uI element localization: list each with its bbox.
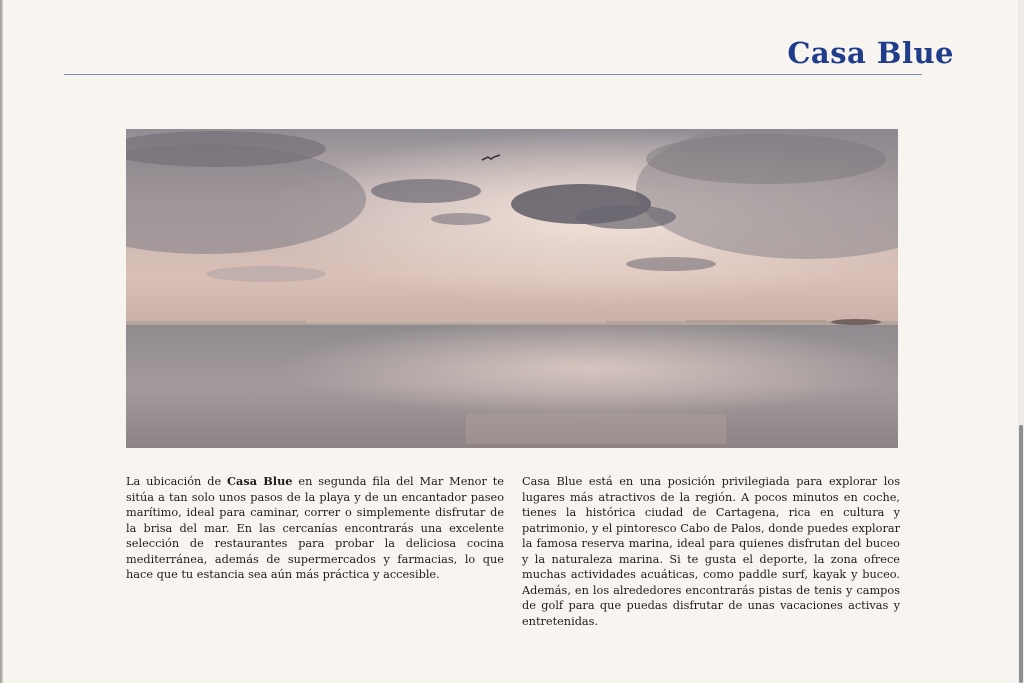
scrollbar-thumb[interactable] bbox=[1019, 425, 1023, 683]
header-divider bbox=[64, 74, 922, 75]
right-text-body: Casa Blue está en una posición privilegiada para explorar los lugares más atractivos de la región. A pocos minutos en coche, tienes la histórica ciudad de Cartagena, rica en cultura y patrimonio, y el pintoresco Cabo de Palos, donde puedes explorar la famosa reserva marina, ideal para quienes disfrutan del buceo y la naturaleza marina. Si te gusta el deporte, la zona ofrece muchas actividades acuáticas, como paddle surf, kayak y buceo. Además, en los alrededores encontrarás pistas de tenis y campos de golf para que puedas disfrutar de unas vacaciones activas y entretenidas. bbox=[522, 475, 900, 628]
sunset-over-lagoon-photo bbox=[126, 129, 898, 448]
right-text-column bbox=[522, 474, 900, 629]
brand-logo-text: Casa Blue bbox=[787, 36, 954, 70]
left-text-column bbox=[126, 474, 504, 583]
left-text-intro: La ubicación de bbox=[126, 475, 228, 488]
left-text-brand-name: Casa Blue bbox=[227, 474, 293, 488]
left-text-body: en segunda fila del Mar Menor te sitúa a tan solo unos pasos de la playa y de un encantador paseo marítimo, ideal para caminar, correr o simplemente disfrutar de la brisa del mar. En las cercanías encontrarás una excelente selección de restaurantes para probar la deliciosa cocina mediterránea, además de supermercados y farmacias, lo que hace que tu estancia sea aún más práctica y accesible. bbox=[126, 475, 504, 581]
hero-photo bbox=[126, 129, 898, 448]
page-edge bbox=[0, 0, 3, 683]
scrollbar-track[interactable] bbox=[1018, 0, 1024, 683]
